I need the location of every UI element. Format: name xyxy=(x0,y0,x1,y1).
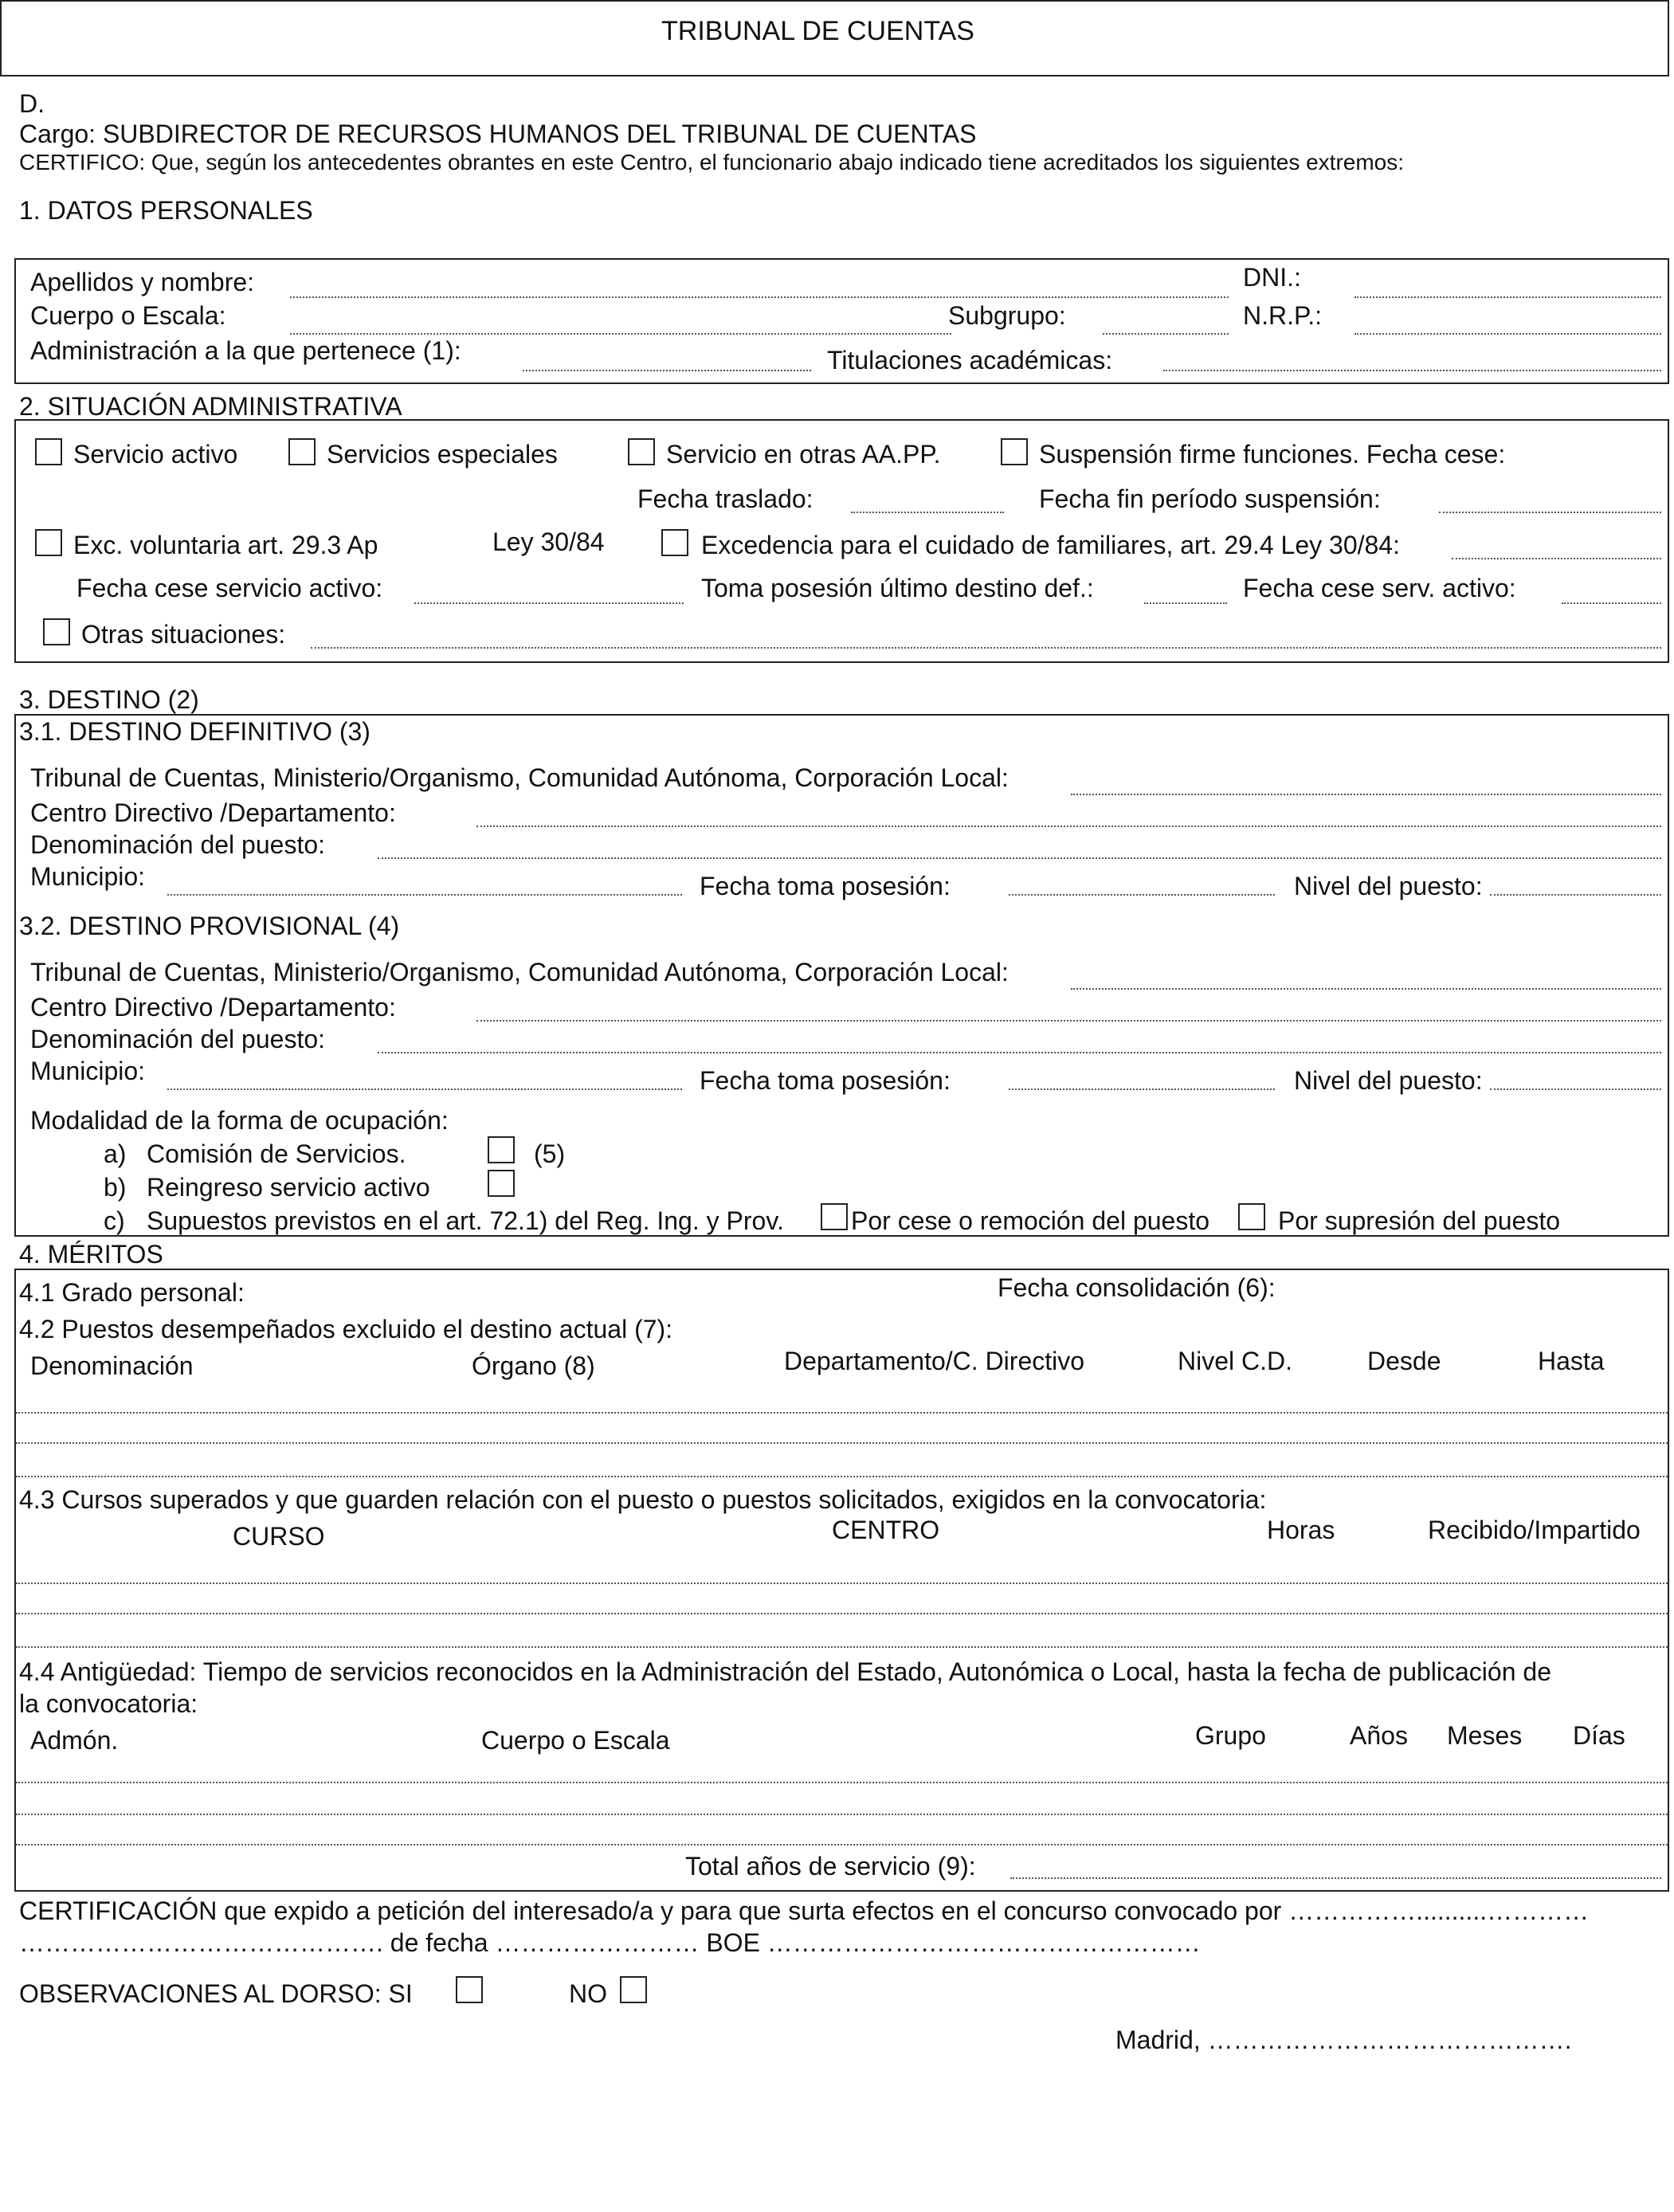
fecha-fin-field[interactable] xyxy=(1439,512,1661,513)
antig-col-meses: Meses xyxy=(1447,1721,1523,1750)
cursos-col-horas: Horas xyxy=(1267,1516,1335,1544)
prov-centro-label: Centro Directivo /Departamento: xyxy=(30,993,396,1022)
madrid-date: Madrid, ……………………………………. xyxy=(1115,2026,1572,2054)
def-municipio-field[interactable] xyxy=(167,894,682,896)
prov-municipio-label: Municipio: xyxy=(30,1057,146,1085)
option-b-label: Reingreso servicio activo xyxy=(147,1173,430,1202)
fecha-cese-serv-label: Fecha cese serv. activo: xyxy=(1243,574,1516,602)
def-denominacion-label: Denominación del puesto: xyxy=(30,830,326,859)
titulaciones-label: Titulaciones académicas: xyxy=(827,346,1113,375)
section-2-title: 2. SITUACIÓN ADMINISTRATIVA xyxy=(19,392,402,421)
total-field[interactable] xyxy=(1010,1877,1661,1879)
servicio-activo-checkbox[interactable] xyxy=(35,438,62,465)
ley-label: Ley 30/84 xyxy=(492,528,605,556)
subgrupo-field[interactable] xyxy=(1103,333,1229,335)
servicio-otras-checkbox[interactable] xyxy=(628,438,655,465)
servicios-especiales-label: Servicios especiales xyxy=(327,440,558,469)
prov-nivel-label: Nivel del puesto: xyxy=(1294,1066,1483,1095)
cursos-col-curso: CURSO xyxy=(233,1522,325,1551)
puestos-col-nivel: Nivel C.D. xyxy=(1178,1347,1293,1375)
certificacion-text: CERTIFICACIÓN que expido a petición del interesado/a y para que surta efectos en el concurso convocado por ……………..........………… xyxy=(19,1896,1590,1925)
servicios-especiales-checkbox[interactable] xyxy=(288,438,316,465)
antig-col-dias: Días xyxy=(1573,1721,1625,1750)
def-tribunal-label: Tribunal de Cuentas, Ministerio/Organismo, Comunidad Autónoma, Corporación Local: xyxy=(30,763,1009,792)
exc-voluntaria-label: Exc. voluntaria art. 29.3 Ap xyxy=(73,531,378,559)
puestos-col-denominacion: Denominación xyxy=(30,1351,194,1380)
cursos-row-line[interactable] xyxy=(16,1583,1668,1584)
intro-d: D. xyxy=(19,89,45,118)
subgrupo-label: Subgrupo: xyxy=(948,301,1066,330)
otras-field[interactable] xyxy=(311,647,1661,649)
option-c-letter: c) xyxy=(104,1206,125,1235)
antig-col-cuerpo: Cuerpo o Escala xyxy=(481,1726,670,1755)
observaciones-no-label: NO xyxy=(569,1979,607,2008)
antiguedad-title: 4.4 Antigüedad: Tiempo de servicios reconocidos en la Administración del Estado, Autonómica o Local, hasta la fecha de publicación de xyxy=(19,1657,1551,1686)
def-nivel-field[interactable] xyxy=(1490,894,1661,896)
def-centro-field[interactable] xyxy=(476,826,1661,827)
puestos-col-hasta: Hasta xyxy=(1538,1347,1605,1375)
fecha-cese-serv-field[interactable] xyxy=(1562,602,1661,604)
section-4-title: 4. MÉRITOS xyxy=(19,1240,163,1269)
cuerpo-field[interactable] xyxy=(290,333,951,335)
suspension-label: Suspensión firme funciones. Fecha cese: xyxy=(1039,440,1506,469)
header-title: TRIBUNAL DE CUENTAS xyxy=(661,16,974,46)
certificacion-text-cont: ……………………………………. de fecha …………………… BOE …………………………………………… xyxy=(19,1928,1201,1957)
antig-row-line[interactable] xyxy=(16,1814,1668,1815)
supresion-checkbox[interactable] xyxy=(1238,1203,1265,1230)
puestos-col-desde: Desde xyxy=(1367,1347,1441,1375)
nrp-label: N.R.P.: xyxy=(1243,301,1322,330)
excedencia-checkbox[interactable] xyxy=(661,529,688,556)
dni-label: DNI.: xyxy=(1243,263,1301,292)
intro-cargo: Cargo: SUBDIRECTOR DE RECURSOS HUMANOS DEL TRIBUNAL DE CUENTAS xyxy=(19,120,977,148)
def-fecha-toma-label: Fecha toma posesión: xyxy=(700,872,951,900)
fecha-cese-field[interactable] xyxy=(414,602,684,604)
puestos-title: 4.2 Puestos desempeñados excluido el destino actual (7): xyxy=(19,1315,673,1343)
reingreso-checkbox[interactable] xyxy=(488,1170,515,1197)
puestos-col-departamento: Departamento/C. Directivo xyxy=(784,1347,1085,1375)
cursos-row-line[interactable] xyxy=(16,1613,1668,1614)
cese-remocion-label: Por cese o remoción del puesto xyxy=(851,1206,1210,1235)
puestos-col-organo: Órgano (8) xyxy=(472,1351,595,1380)
destino-definitivo-title: 3.1. DESTINO DEFINITIVO (3) xyxy=(19,717,370,746)
prov-denominacion-field[interactable] xyxy=(378,1052,1661,1053)
excedencia-field[interactable] xyxy=(1452,558,1661,559)
supresion-label: Por supresión del puesto xyxy=(1278,1206,1560,1235)
antig-col-anos: Años xyxy=(1350,1721,1408,1750)
apellidos-label: Apellidos y nombre: xyxy=(30,268,255,296)
def-centro-label: Centro Directivo /Departamento: xyxy=(30,798,396,827)
def-nivel-label: Nivel del puesto: xyxy=(1294,872,1483,900)
comision-servicios-checkbox[interactable] xyxy=(488,1136,515,1163)
administracion-field[interactable] xyxy=(523,370,811,371)
prov-denominacion-label: Denominación del puesto: xyxy=(30,1025,326,1053)
dni-field[interactable] xyxy=(1354,296,1661,298)
grado-label: 4.1 Grado personal: xyxy=(19,1278,245,1307)
otras-label: Otras situaciones: xyxy=(81,620,286,649)
observaciones-si-checkbox[interactable] xyxy=(456,1976,483,2003)
intro-certifico: CERTIFICO: Que, según los antecedentes obrantes en este Centro, el funcionario abajo indicado tiene acreditados los siguientes extremos: xyxy=(19,150,1405,175)
option-a-letter: a) xyxy=(104,1139,127,1168)
observaciones-label: OBSERVACIONES AL DORSO: SI xyxy=(19,1979,413,2008)
antig-row-line[interactable] xyxy=(16,1782,1668,1783)
nrp-field[interactable] xyxy=(1354,333,1661,335)
def-tribunal-field[interactable] xyxy=(1071,794,1661,795)
puestos-row-line[interactable] xyxy=(16,1476,1668,1477)
total-label: Total años de servicio (9): xyxy=(685,1852,976,1881)
option-b-letter: b) xyxy=(104,1173,127,1202)
observaciones-no-checkbox[interactable] xyxy=(620,1976,647,2003)
prov-fecha-toma-field[interactable] xyxy=(1009,1088,1275,1090)
prov-tribunal-label: Tribunal de Cuentas, Ministerio/Organismo, Comunidad Autónoma, Corporación Local: xyxy=(30,958,1009,986)
def-municipio-label: Municipio: xyxy=(30,862,146,891)
prov-centro-field[interactable] xyxy=(476,1020,1661,1022)
antig-col-grupo: Grupo xyxy=(1195,1721,1266,1750)
antig-col-admon: Admón. xyxy=(30,1726,119,1755)
otras-checkbox[interactable] xyxy=(43,618,70,645)
prov-municipio-field[interactable] xyxy=(167,1088,682,1090)
def-fecha-toma-field[interactable] xyxy=(1009,894,1275,896)
suspension-checkbox[interactable] xyxy=(1001,438,1028,465)
puestos-row-line[interactable] xyxy=(16,1412,1668,1414)
excedencia-label: Excedencia para el cuidado de familiares, art. 29.4 Ley 30/84: xyxy=(701,531,1400,559)
apellidos-field[interactable] xyxy=(290,296,1229,298)
cursos-col-centro: CENTRO xyxy=(832,1516,940,1544)
toma-posesion-field[interactable] xyxy=(1144,602,1227,604)
fecha-traslado-label: Fecha traslado: xyxy=(637,484,813,513)
prov-nivel-field[interactable] xyxy=(1490,1088,1661,1090)
toma-posesion-label: Toma posesión último destino def.: xyxy=(701,574,1094,602)
section-1-title: 1. DATOS PERSONALES xyxy=(19,196,313,225)
fecha-fin-label: Fecha fin período suspensión: xyxy=(1039,484,1381,513)
antiguedad-title-cont: la convocatoria: xyxy=(19,1689,198,1718)
titulaciones-field[interactable] xyxy=(1163,370,1661,371)
option-c-label: Supuestos previstos en el art. 72.1) del Reg. Ing. y Prov. xyxy=(147,1206,784,1235)
destino-provisional-title: 3.2. DESTINO PROVISIONAL (4) xyxy=(19,912,400,940)
section-3-title: 3. DESTINO (2) xyxy=(19,685,199,714)
def-denominacion-field[interactable] xyxy=(378,857,1661,859)
exc-voluntaria-checkbox[interactable] xyxy=(35,529,62,556)
administracion-label: Administración a la que pertenece (1): xyxy=(30,336,461,365)
option-a-label: Comisión de Servicios. xyxy=(147,1139,406,1168)
cursos-title: 4.3 Cursos superados y que guarden relación con el puesto o puestos solicitados, exigidos en la convocatoria: xyxy=(19,1485,1267,1514)
option-a-note: (5) xyxy=(534,1139,566,1168)
cursos-row-line[interactable] xyxy=(16,1646,1668,1648)
prov-fecha-toma-label: Fecha toma posesión: xyxy=(700,1066,951,1095)
puestos-row-line[interactable] xyxy=(16,1442,1668,1444)
cursos-col-recibido: Recibido/Impartido xyxy=(1428,1516,1641,1544)
fecha-cese-label: Fecha cese servicio activo: xyxy=(76,574,383,602)
servicio-otras-label: Servicio en otras AA.PP. xyxy=(666,440,941,469)
cuerpo-label: Cuerpo o Escala: xyxy=(30,301,226,330)
servicio-activo-label: Servicio activo xyxy=(73,440,238,469)
cese-remocion-checkbox[interactable] xyxy=(821,1203,848,1230)
modalidad-label: Modalidad de la forma de ocupación: xyxy=(30,1106,449,1135)
fecha-consolidacion-label: Fecha consolidación (6): xyxy=(998,1273,1276,1302)
antig-row-line[interactable] xyxy=(16,1844,1668,1845)
prov-tribunal-field[interactable] xyxy=(1071,988,1661,990)
fecha-traslado-field[interactable] xyxy=(851,512,1004,513)
